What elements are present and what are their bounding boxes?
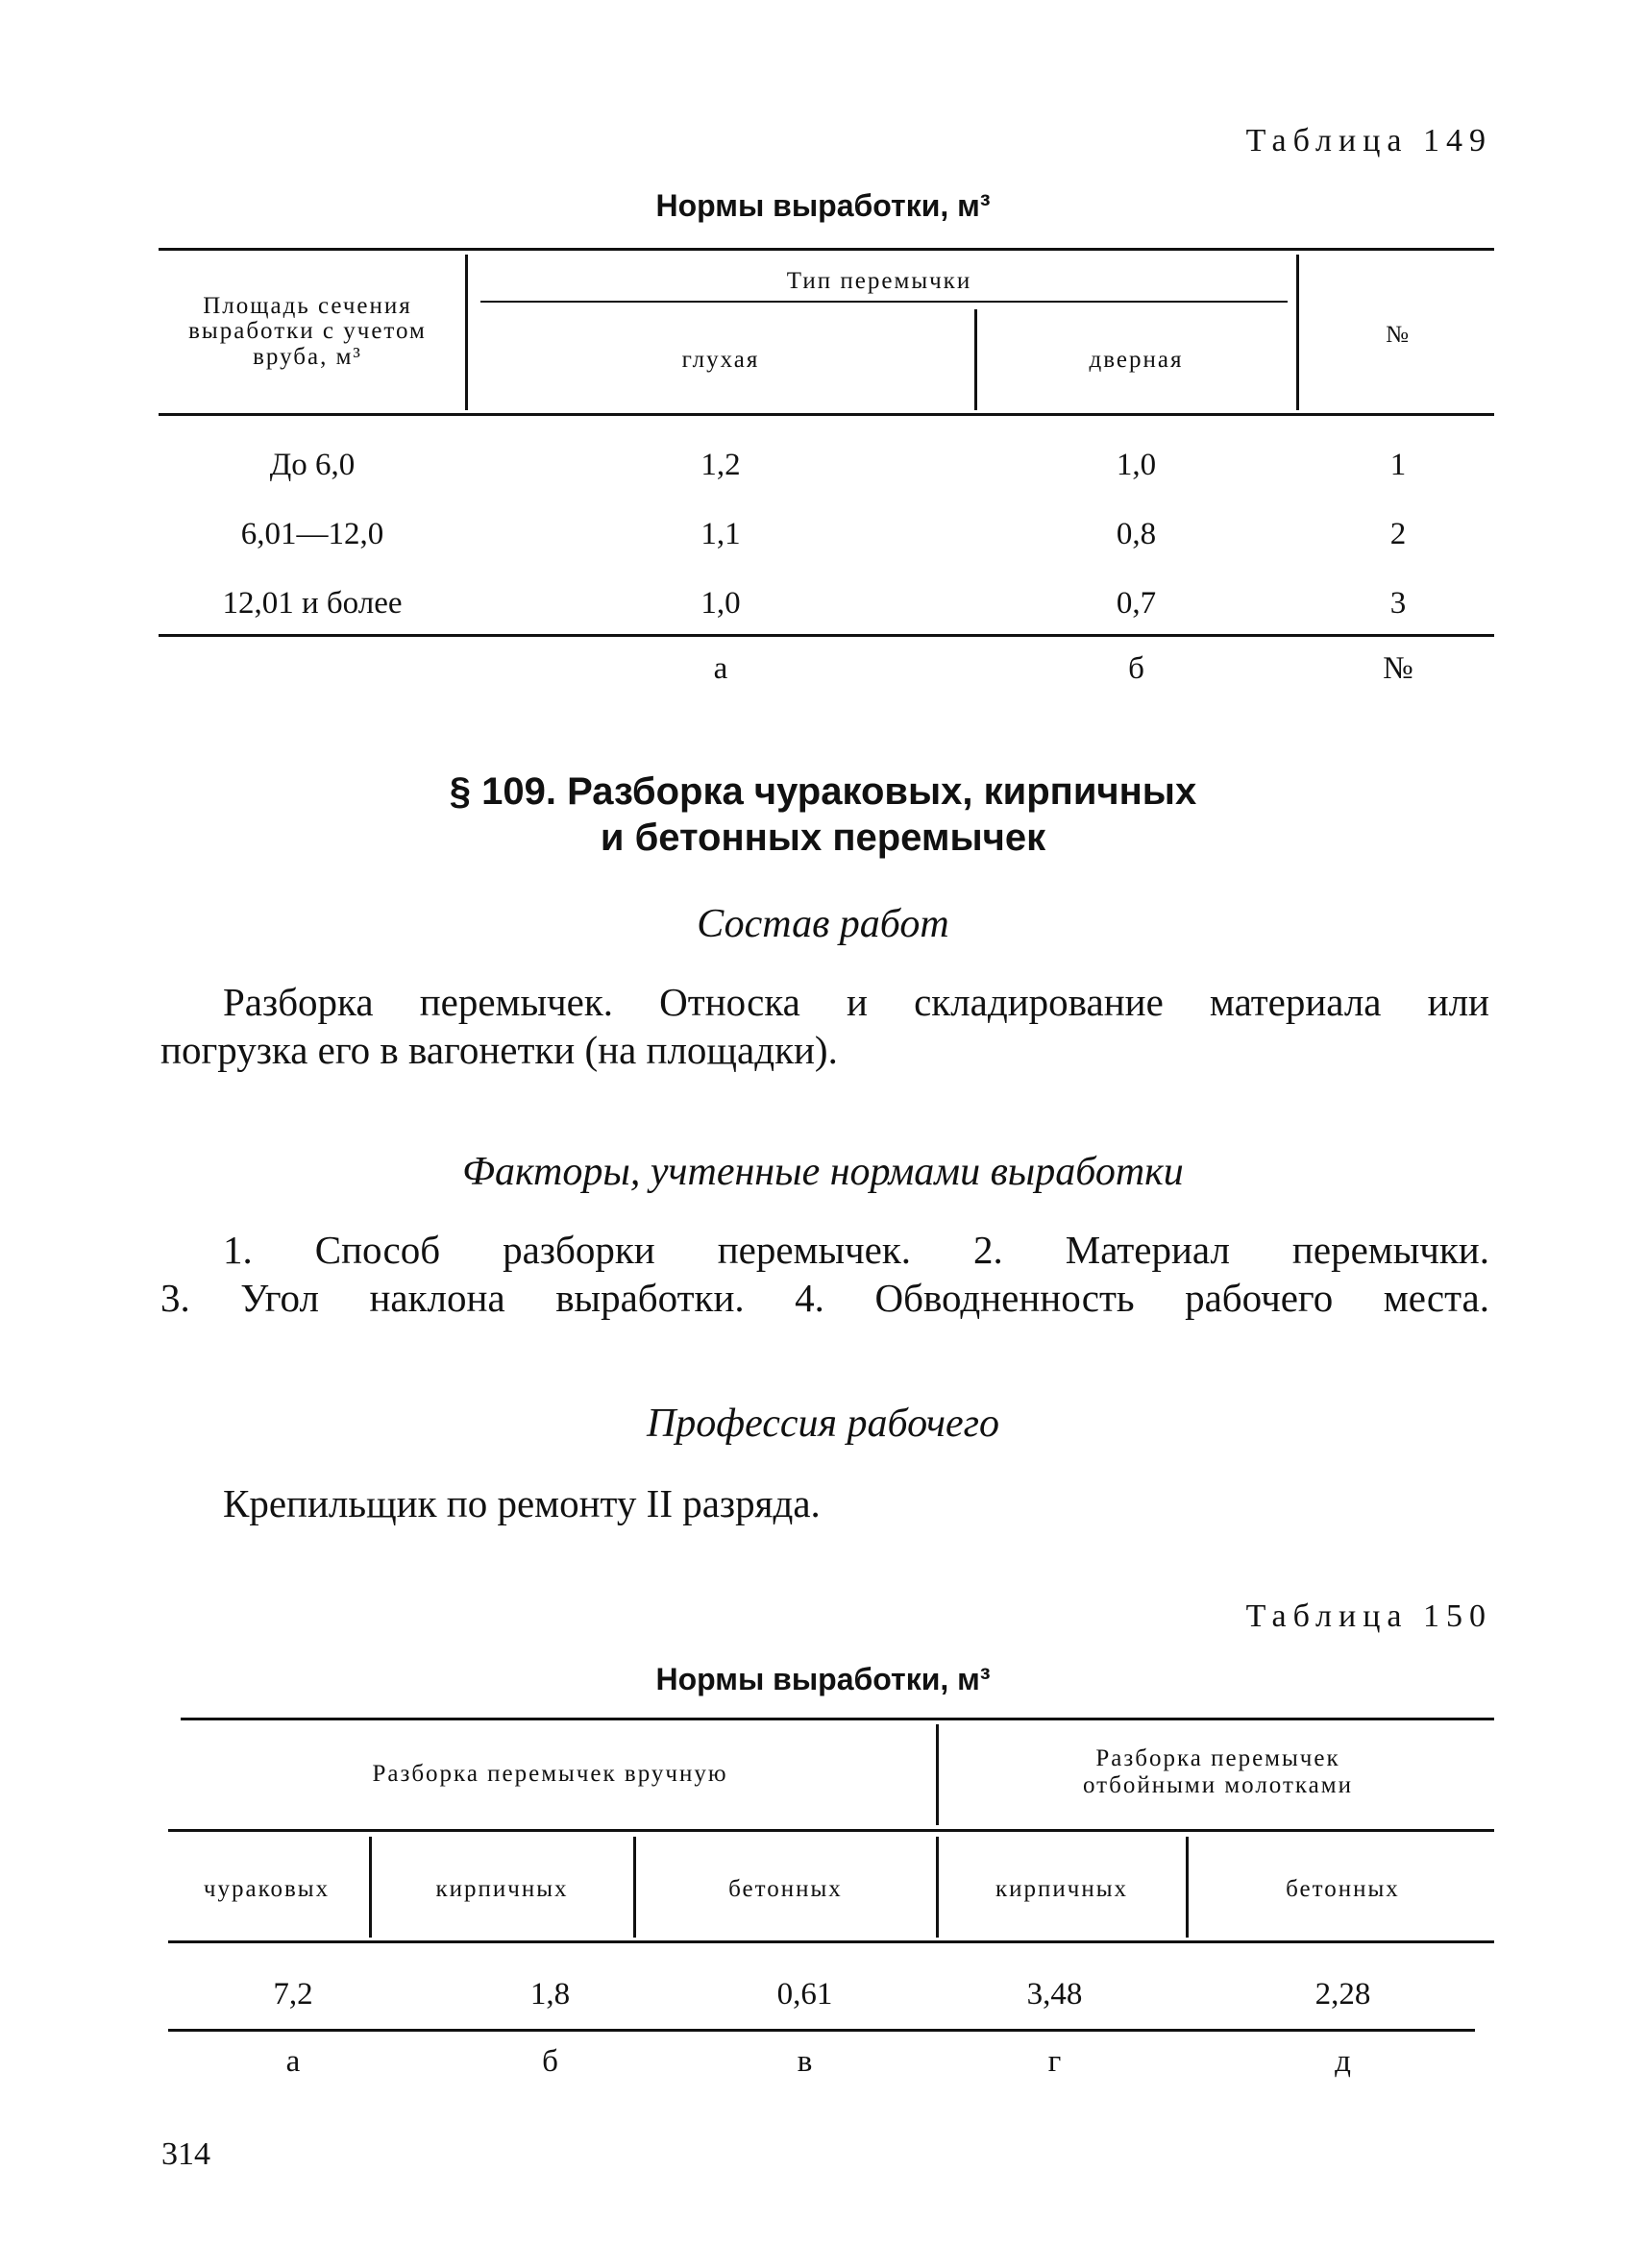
table-150-bottom-rule: [168, 2029, 1475, 2032]
table-cell: 0,7: [1116, 586, 1157, 621]
table-149-top-rule: [159, 248, 1494, 251]
work-text-line2: погрузка его в вагонетки (на площадки).: [160, 1028, 838, 1072]
profession-text: Крепильщик по ремонту II разряда.: [223, 1481, 821, 1525]
section-heading: § 109. Разборка чураковых, кирпичных: [449, 770, 1197, 813]
table-150-top-rule: [181, 1718, 1494, 1720]
table-150-footer-letter: а: [285, 2044, 301, 2079]
table-150-divider: [936, 1724, 939, 1825]
table-149-footer-a: а: [713, 651, 728, 686]
work-composition-title: Состав работ: [697, 902, 949, 946]
table-cell: 3,48: [1026, 1977, 1083, 2012]
table-cell: 0,8: [1116, 517, 1157, 551]
table-149-header-col-b: дверная: [1089, 347, 1184, 373]
table-150-footer-letter: д: [1335, 2044, 1351, 2079]
table-149-footer-num: №: [1383, 651, 1413, 686]
table-150-col-header: бетонных: [728, 1876, 843, 1902]
table-149-footer-b: б: [1128, 651, 1144, 686]
table-150-col-header: чураковых: [203, 1876, 331, 1902]
factors-title: Факторы, учтенные нормами выработки: [462, 1150, 1184, 1194]
table-150-divider: [936, 1837, 939, 1938]
table-150-footer-letter: г: [1047, 2044, 1062, 2079]
table-150-divider: [1186, 1837, 1189, 1938]
table-149-divider: [974, 309, 977, 410]
table-150-divider: [369, 1837, 372, 1938]
table-150-group-manual: Разборка перемычек вручную: [372, 1761, 728, 1787]
table-150-divider: [633, 1837, 636, 1938]
table-cell: 2,28: [1314, 1977, 1371, 2012]
table-cell: 0,61: [776, 1977, 833, 2012]
table-150-footer-letter: в: [797, 2044, 813, 2079]
table-cell: 1,0: [1116, 448, 1157, 482]
table-cell: 1,0: [700, 586, 741, 621]
table-149-header-area: Площадь сечения выработки с учетом вруба, м³: [188, 293, 427, 370]
table-cell: 1: [1389, 448, 1407, 482]
table-cell: 1,2: [700, 448, 741, 482]
table-150-title: Нормы выработки, м³: [655, 1662, 991, 1696]
factors-text-line2: 3. Угол наклона выработки. 4. Обводненность рабочего места.: [160, 1276, 1489, 1320]
table-149-divider: [465, 255, 468, 410]
table-149-header-col-a: глухая: [681, 347, 760, 373]
table-150-group-hammer: Разборка перемычек: [1095, 1745, 1340, 1771]
table-150-label: Таблица 150: [1245, 1598, 1492, 1634]
table-cell: До 6,0: [269, 448, 356, 482]
table-cell: 2: [1389, 517, 1407, 551]
table-cell: 3: [1389, 586, 1407, 621]
section-heading-line2: и бетонных перемычек: [600, 817, 1046, 859]
table-150-footer-letter: б: [542, 2044, 558, 2079]
page-number: 314: [161, 2136, 210, 2172]
table-149-group-rule: [480, 301, 1288, 303]
table-149-divider: [1296, 255, 1299, 410]
table-cell: 7,2: [273, 1977, 313, 2012]
profession-title: Профессия рабочего: [646, 1402, 1000, 1446]
table-150-col-header: кирпичных: [995, 1876, 1129, 1902]
table-149-header-type: Тип перемычки: [786, 268, 972, 294]
table-150-group-rule: [168, 1829, 1494, 1832]
table-149-header-num: №: [1386, 322, 1411, 348]
work-text-line1: Разборка перемычек. Относка и складирование материала или: [223, 980, 1489, 1024]
table-150-col-header: кирпичных: [435, 1876, 569, 1902]
table-cell: 12,01 и более: [222, 586, 403, 621]
factors-text-line1: 1. Способ разборки перемычек. 2. Материал перемычки.: [223, 1228, 1489, 1272]
table-149-title: Нормы выработки, м³: [655, 188, 991, 223]
table-149-label: Таблица 149: [1245, 123, 1492, 159]
table-150-header-rule: [168, 1940, 1494, 1943]
table-149-header-rule: [159, 413, 1494, 416]
table-150-group-hammer-line2: отбойными молотками: [1083, 1772, 1353, 1798]
table-cell: 6,01—12,0: [240, 517, 384, 551]
table-150-col-header: бетонных: [1286, 1876, 1400, 1902]
table-149-bottom-rule: [159, 634, 1494, 637]
table-cell: 1,8: [529, 1977, 571, 2012]
table-cell: 1,1: [700, 517, 741, 551]
